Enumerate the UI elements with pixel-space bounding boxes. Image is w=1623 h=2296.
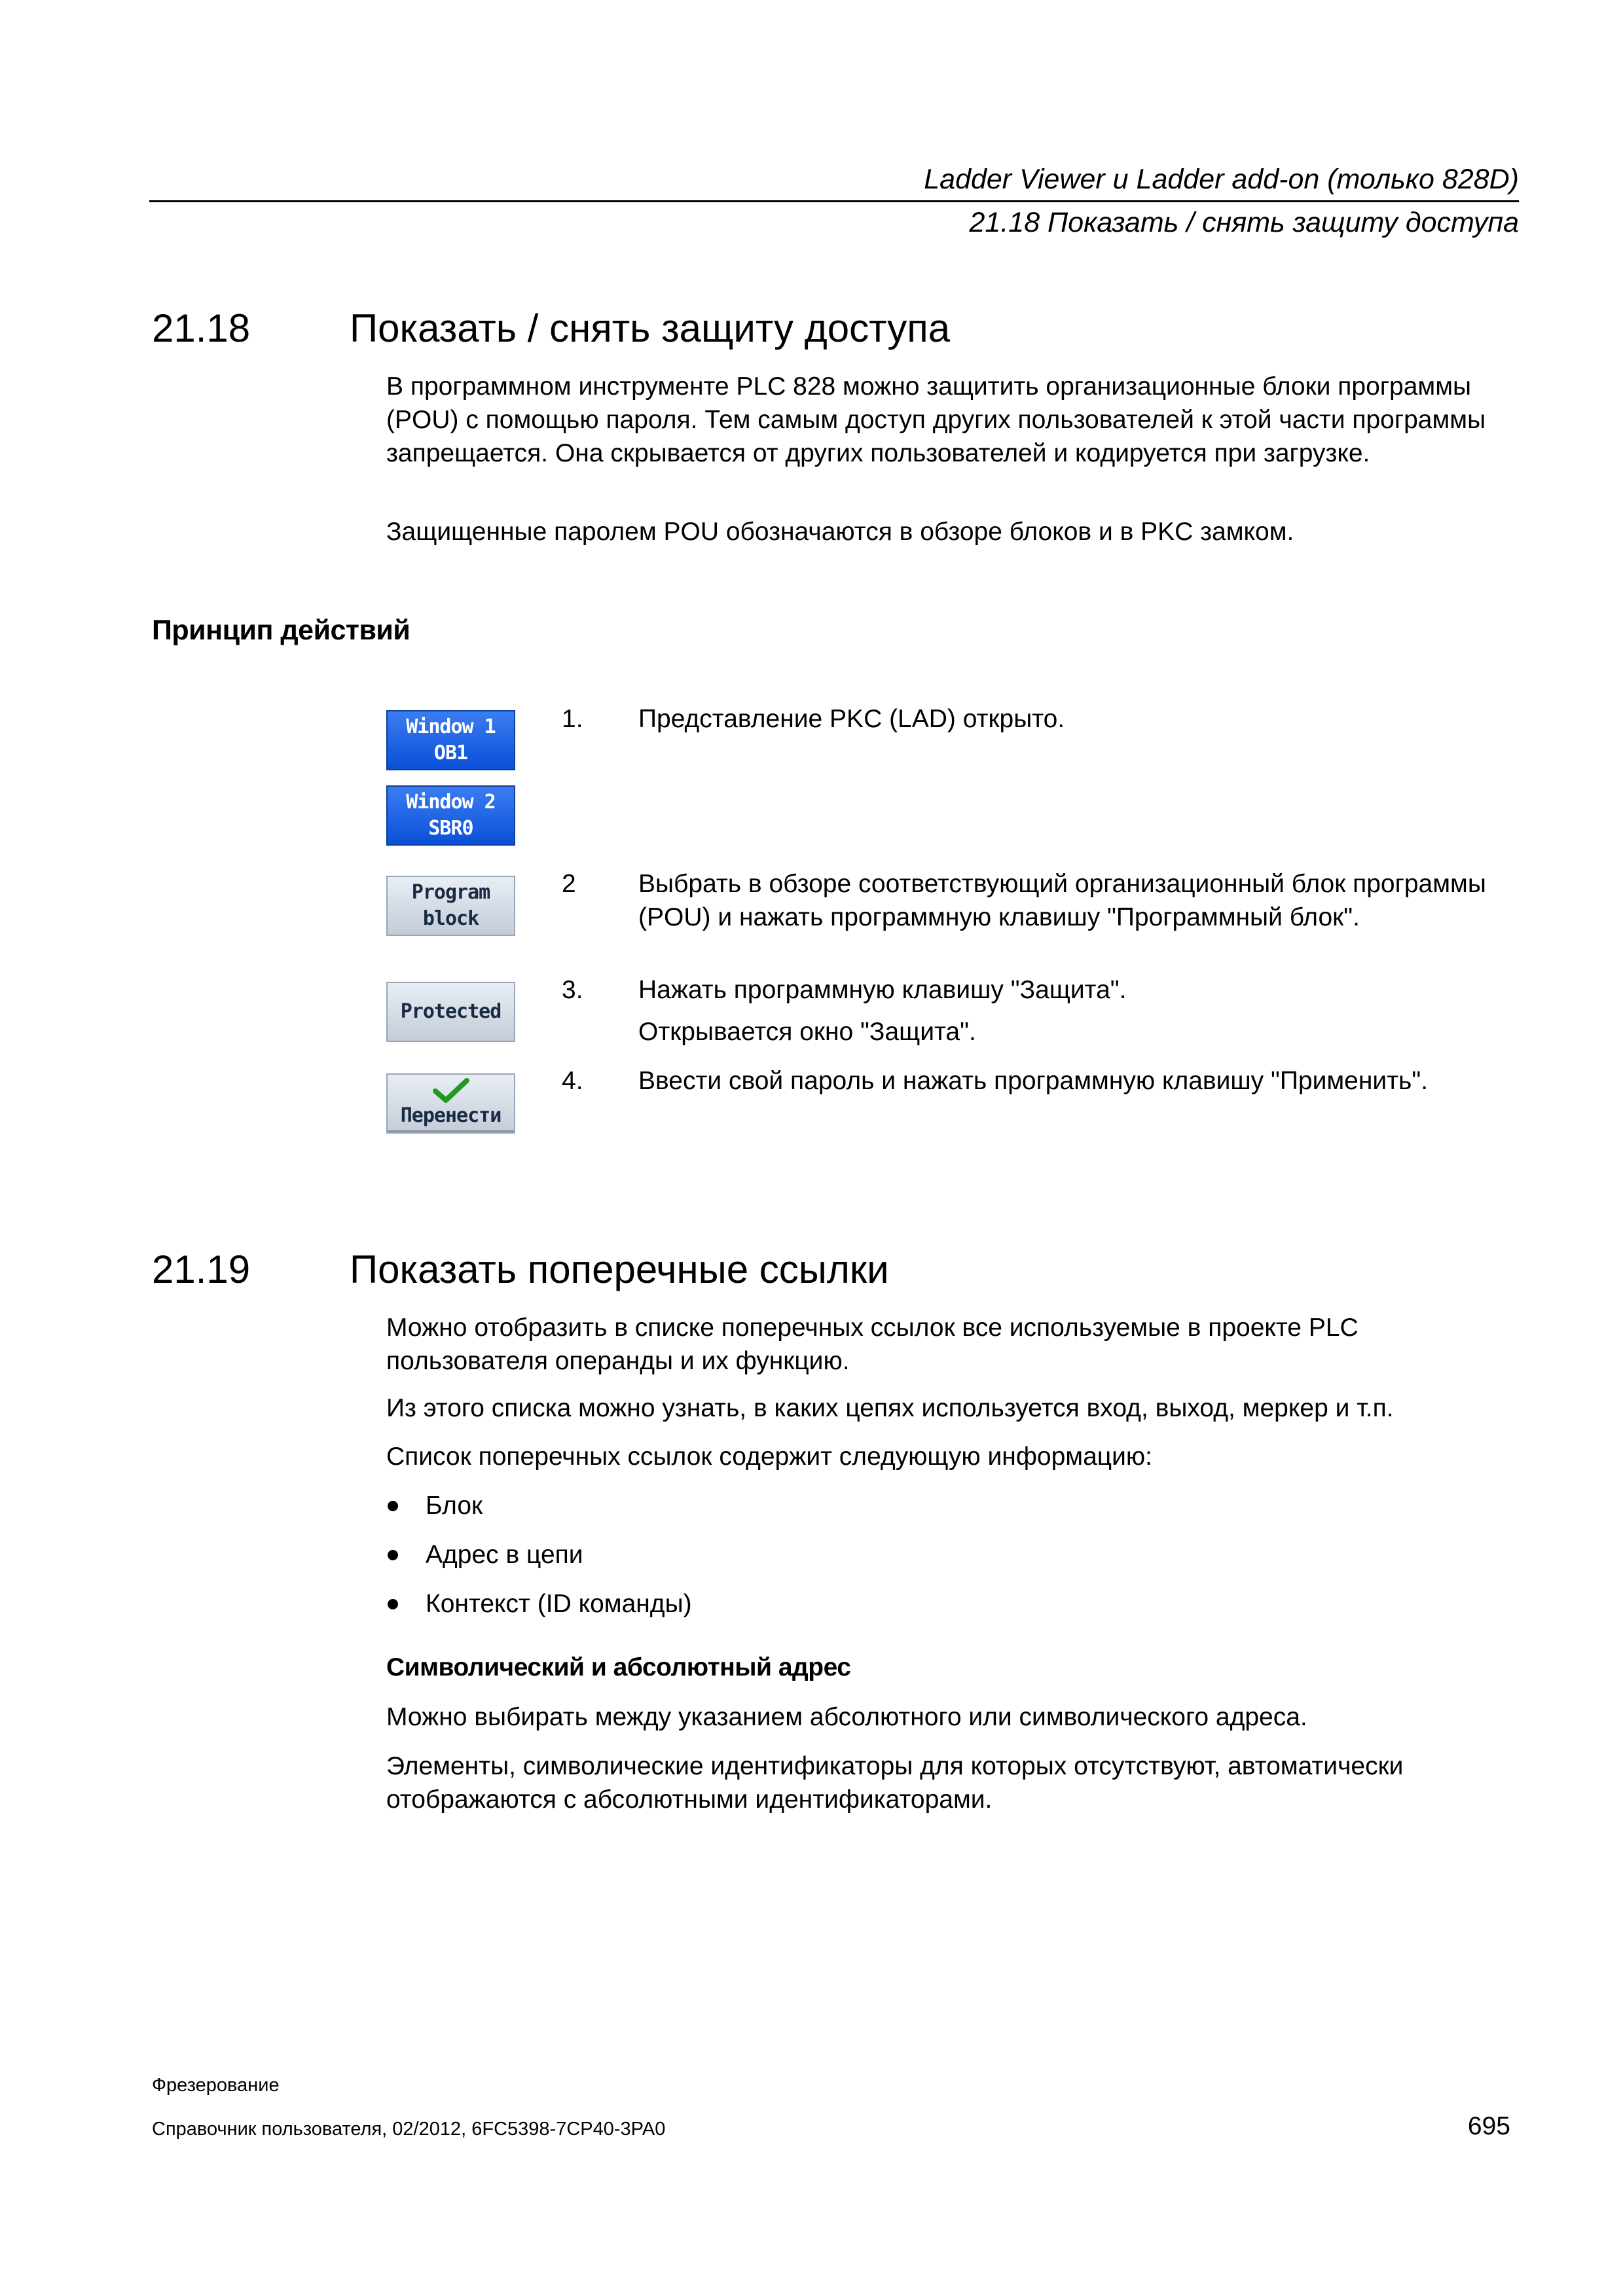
section-title: Показать / снять защиту доступа <box>350 306 951 350</box>
running-header-section: 21.18 Показать / снять защиту доступа <box>969 207 1519 238</box>
lock-paragraph: Защищенные паролем POU обозначаются в обзоре блоков и в PKC замком. <box>386 518 1294 546</box>
section-number: 21.19 <box>152 1247 251 1291</box>
list-item: Блок <box>426 1492 483 1520</box>
softkey-label-line1: Program <box>411 881 490 904</box>
bullet-icon <box>388 1501 398 1511</box>
softkey-window1-ob1[interactable] <box>386 710 515 770</box>
footer-product: Фрезерование <box>152 2075 280 2096</box>
section-title: Показать поперечные ссылки <box>350 1247 889 1291</box>
footer-manual-info: Справочник пользователя, 02/2012, 6FC5398-7CP40-3PA0 <box>152 2119 666 2140</box>
step-number: 2 <box>562 870 576 898</box>
step-number: 4. <box>562 1067 583 1095</box>
softkey-label-line2: Перенести <box>400 1104 501 1127</box>
address-paragraph-2: Элементы, символические идентификаторы для которых отсутствуют, автоматически отображаются с абсолютными идентификаторами. <box>386 1752 1404 1814</box>
softkey-protected[interactable] <box>386 982 515 1042</box>
xref-paragraph-2: Из этого списка можно узнать, в каких цепях используется вход, выход, меркер и т.п. <box>386 1394 1394 1422</box>
list-item: Адрес в цепи <box>426 1541 583 1569</box>
address-paragraph-1: Можно выбирать между указанием абсолютного или символического адреса. <box>386 1703 1307 1731</box>
softkey-label-line2: block <box>422 907 479 930</box>
bullet-icon <box>388 1550 398 1560</box>
bullet-icon <box>388 1599 398 1609</box>
step-text: Представление PKC (LAD) открыто. <box>638 705 1065 733</box>
list-item: Контекст (ID команды) <box>426 1590 692 1618</box>
section-number: 21.18 <box>152 306 251 350</box>
step-text: Нажать программную клавишу "Защита". <box>638 976 1127 1004</box>
xref-paragraph-3: Список поперечных ссылок содержит следующую информацию: <box>386 1443 1153 1471</box>
softkey-label-line2: SBR0 <box>428 817 473 840</box>
softkey-label-line2: OB1 <box>433 742 468 764</box>
intro-paragraph: В программном инструменте PLC 828 можно защитить организационные блоки программы (POU) с помощью пароля. Тем самым доступ других пользователей к этой части программы запрещается. Она скрывается от других пользователей и кодируется при загрузке. <box>386 372 1486 467</box>
softkey-label-line1: Protected <box>400 1000 501 1023</box>
checkmark-icon <box>433 1078 469 1103</box>
step-result-text: Открывается окно "Защита". <box>638 1018 976 1046</box>
step-number: 3. <box>562 976 583 1004</box>
softkey-label-line1: Window 1 <box>406 715 496 738</box>
softkey-program-block[interactable] <box>386 876 515 936</box>
procedure-heading: Принцип действий <box>152 615 410 646</box>
softkey-apply[interactable] <box>386 1073 515 1134</box>
softkey-window2-sbr0[interactable] <box>386 785 515 846</box>
step-text: Ввести свой пароль и нажать программную клавишу "Применить". <box>638 1067 1429 1095</box>
step-number: 1. <box>562 705 583 733</box>
xref-paragraph-1: Можно отобразить в списке поперечных ссылок все используемые в проекте PLC пользователя операнды и их функцию. <box>386 1314 1359 1375</box>
running-header-chapter: Ladder Viewer и Ladder add-on (только 828D) <box>924 164 1519 195</box>
softkey-label-line1: Window 2 <box>406 791 496 814</box>
header-rule <box>149 200 1519 202</box>
address-subheading: Символический и абсолютный адрес <box>386 1653 851 1681</box>
page-number: 695 <box>1467 2112 1510 2140</box>
step-text: Выбрать в обзоре соответствующий организационный блок программы (POU) и нажать программную клавишу "Программный блок". <box>638 870 1486 931</box>
